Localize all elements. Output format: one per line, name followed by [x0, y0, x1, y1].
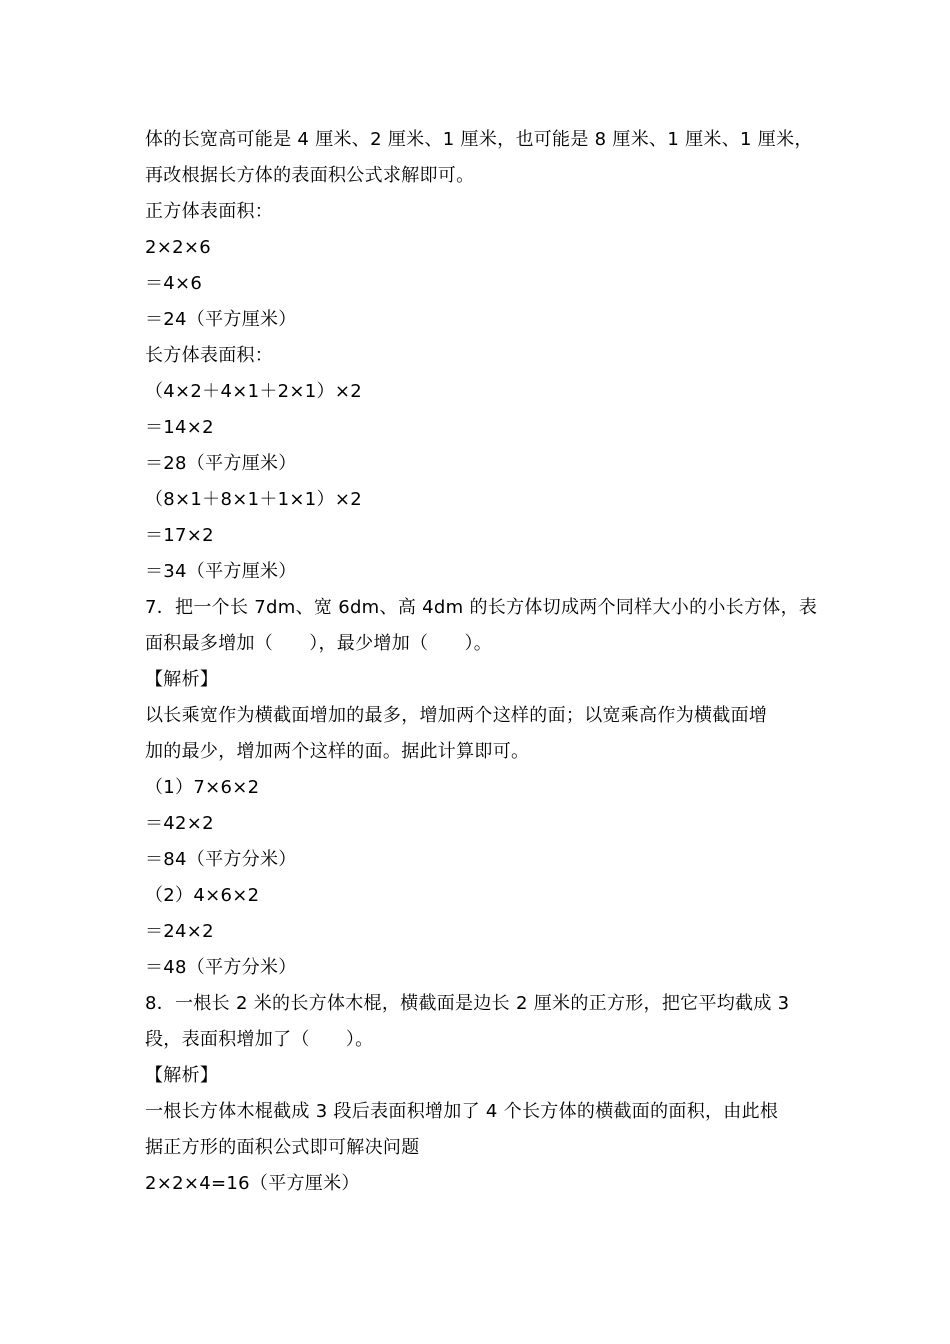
question-7-line: 7．把一个长 7dm、宽 6dm、高 4dm 的长方体切成两个同样大小的小长方体，表 — [145, 597, 818, 618]
question-8-line: 段，表面积增加了（ ）。 — [145, 1029, 374, 1050]
text-line: 一根长方体木棍截成 3 段后表面积增加了 4 个长方体的横截面的面积，由此根 — [145, 1101, 779, 1122]
text-line: （2）4×6×2 — [145, 885, 260, 906]
text-line: ＝84（平方分米） — [145, 849, 297, 870]
analysis-heading: 【解析】 — [145, 1065, 219, 1086]
text-line: 以长乘宽作为横截面增加的最多，增加两个这样的面；以宽乘高作为横截面增 — [145, 705, 768, 726]
text-line: 据正方形的面积公式即可解决问题 — [145, 1137, 420, 1158]
text-line: ＝4×6 — [145, 273, 203, 294]
document-body — [145, 122, 818, 1202]
text-line: （8×1＋8×1＋1×1）×2 — [145, 489, 362, 510]
text-line: （4×2＋4×1＋2×1）×2 — [145, 381, 362, 402]
text-line: 再改根据长方体的表面积公式求解即可。 — [145, 165, 475, 186]
text-line: ＝24×2 — [145, 921, 214, 942]
text-line: ＝48（平方分米） — [145, 957, 297, 978]
question-7-line: 面积最多增加（ ），最少增加（ ）。 — [145, 633, 493, 654]
text-line: ＝17×2 — [145, 525, 214, 546]
text-line: 体的长宽高可能是 4 厘米、2 厘米、1 厘米，也可能是 8 厘米、1 厘米、1 厘米， — [145, 129, 813, 150]
analysis-heading: 【解析】 — [145, 669, 219, 690]
text-line: 加的最少，增加两个这样的面。据此计算即可。 — [145, 741, 530, 762]
text-line: ＝24（平方厘米） — [145, 309, 297, 330]
text-line: 2×2×6 — [145, 237, 212, 258]
text-line: 正方体表面积： — [145, 201, 274, 222]
text-line: 2×2×4=16（平方厘米） — [145, 1173, 360, 1194]
text-line: 长方体表面积： — [145, 345, 274, 366]
question-8-line: 8．一根长 2 米的长方体木棍，横截面是边长 2 厘米的正方形，把它平均截成 3 — [145, 993, 790, 1014]
text-line: （1）7×6×2 — [145, 777, 260, 798]
text-line: ＝42×2 — [145, 813, 214, 834]
text-line: ＝14×2 — [145, 417, 214, 438]
text-line: ＝28（平方厘米） — [145, 453, 297, 474]
text-line: ＝34（平方厘米） — [145, 561, 297, 582]
